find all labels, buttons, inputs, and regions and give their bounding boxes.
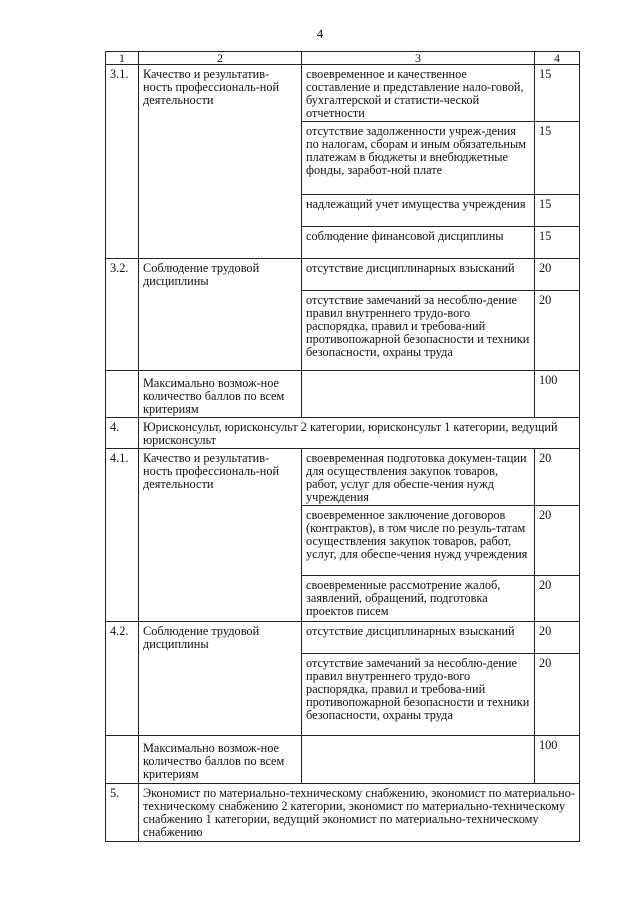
header-col-4: 4 xyxy=(535,52,580,65)
row-criterion: отсутствие дисциплинарных взысканий xyxy=(302,259,535,291)
row-number xyxy=(106,506,139,576)
row-criterion: надлежащий учет имущества учреждения xyxy=(302,195,535,227)
row-points: 20 xyxy=(535,654,580,736)
header-col-1: 1 xyxy=(106,52,139,65)
row-number xyxy=(106,371,139,418)
row-criterion: отсутствие замечаний за несоблю-дение правил внутреннего трудо-вого распорядка, правил и требова-ний противопожарной безопасности и техники безопасности, охраны труда xyxy=(302,654,535,736)
table-row xyxy=(106,195,580,227)
row-number xyxy=(106,654,139,736)
row-category xyxy=(139,654,302,736)
row-number xyxy=(106,227,139,259)
table-header-row xyxy=(106,52,580,65)
row-points: 15 xyxy=(535,65,580,122)
row-criterion xyxy=(302,736,535,784)
section-title: Юрисконсульт, юрисконсульт 2 категории, юрисконсульт 1 категории, ведущий юрисконсульт xyxy=(139,418,580,449)
row-points: 100 xyxy=(535,371,580,418)
row-points: 100 xyxy=(535,736,580,784)
row-criterion: соблюдение финансовой дисциплины xyxy=(302,227,535,259)
row-category: Качество и результатив-ность профессиональ-ной деятельности xyxy=(139,449,302,506)
row-category xyxy=(139,506,302,576)
table-row xyxy=(106,576,580,622)
row-number: 3.2. xyxy=(106,259,139,291)
section-row xyxy=(106,784,580,842)
row-points: 15 xyxy=(535,122,580,195)
row-criterion: отсутствие замечаний за несоблю-дение правил внутреннего трудо-вого распорядка, правил и требова-ний противопожарной безопасности и техники безопасности, охраны труда xyxy=(302,291,535,371)
row-number xyxy=(106,736,139,784)
row-criterion: своевременное и качественное составление и представление нало-говой, бухгалтерской и статисти-ческой отчетности xyxy=(302,65,535,122)
row-number xyxy=(106,291,139,371)
table-row xyxy=(106,506,580,576)
row-points: 20 xyxy=(535,506,580,576)
row-category: Максимально возмож-ное количество баллов по всем критериям xyxy=(139,736,302,784)
table-row xyxy=(106,259,580,291)
row-category xyxy=(139,291,302,371)
table-row-max-score xyxy=(106,371,580,418)
row-number: 4.2. xyxy=(106,622,139,654)
table-row xyxy=(106,65,580,122)
row-number xyxy=(106,122,139,195)
section-title: Экономист по материально-техническому снабжению, экономист по материально-техническому снабжению 2 категории, экономист по материально-техническому снабжению 1 категории, ведущий экономист по материально-техническому снабжению xyxy=(139,784,580,842)
table-row xyxy=(106,622,580,654)
row-points: 15 xyxy=(535,195,580,227)
row-category xyxy=(139,227,302,259)
row-criterion: своевременная подготовка докумен-тации для осуществления закупок товаров, работ, услуг для обеспе-чения нужд учреждения xyxy=(302,449,535,506)
row-points: 20 xyxy=(535,576,580,622)
row-category: Максимально возмож-ное количество баллов по всем критериям xyxy=(139,371,302,418)
section-number: 4. xyxy=(106,418,139,449)
row-category xyxy=(139,122,302,195)
row-category: Соблюдение трудовой дисциплины xyxy=(139,622,302,654)
table-row xyxy=(106,291,580,371)
header-col-3: 3 xyxy=(302,52,535,65)
row-points: 20 xyxy=(535,622,580,654)
row-category xyxy=(139,195,302,227)
row-points: 20 xyxy=(535,259,580,291)
row-points: 20 xyxy=(535,291,580,371)
table-row xyxy=(106,654,580,736)
table-row xyxy=(106,449,580,506)
section-number: 5. xyxy=(106,784,139,842)
header-col-2: 2 xyxy=(139,52,302,65)
row-number xyxy=(106,195,139,227)
row-category: Качество и результатив-ность профессиональ-ной деятельности xyxy=(139,65,302,122)
row-category: Соблюдение трудовой дисциплины xyxy=(139,259,302,291)
criteria-table xyxy=(105,51,580,842)
table-row-max-score xyxy=(106,736,580,784)
table-row xyxy=(106,227,580,259)
page-number: 4 xyxy=(316,26,324,41)
row-criterion xyxy=(302,371,535,418)
row-number xyxy=(106,576,139,622)
row-criterion: своевременные рассмотрение жалоб, заявлений, обращений, подготовка проектов писем xyxy=(302,576,535,622)
row-criterion: отсутствие задолженности учреж-дения по налогам, сборам и иным обязательным платежам в бюджеты и внебюджетные фонды, заработ-ной плате xyxy=(302,122,535,195)
table-row xyxy=(106,122,580,195)
row-number: 4.1. xyxy=(106,449,139,506)
row-category xyxy=(139,576,302,622)
row-number: 3.1. xyxy=(106,65,139,122)
section-row xyxy=(106,418,580,449)
row-criterion: своевременное заключение договоров (контрактов), в том числе по резуль-татам осуществления закупок товаров, работ, услуг, для обеспе-чения нужд учреждения xyxy=(302,506,535,576)
row-points: 15 xyxy=(535,227,580,259)
row-points: 20 xyxy=(535,449,580,506)
row-criterion: отсутствие дисциплинарных взысканий xyxy=(302,622,535,654)
